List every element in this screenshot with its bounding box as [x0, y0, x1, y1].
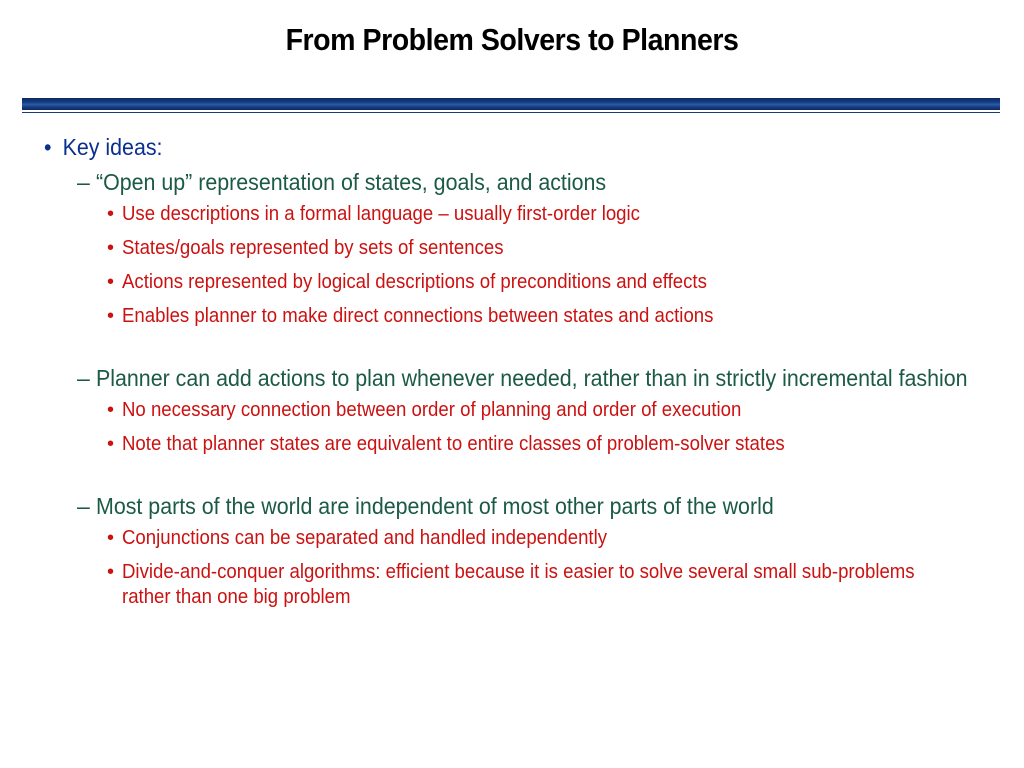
- bullet-marker: •: [107, 203, 115, 225]
- sub-point-text: States/goals represented by sets of sentences: [122, 237, 504, 259]
- sub-point: [107, 270, 984, 295]
- section-heading-text: “Open up” representation of states, goals, and actions: [96, 169, 607, 195]
- section-heading-3: [77, 492, 984, 520]
- sub-point-text: Use descriptions in a formal language – usually first-order logic: [122, 203, 640, 225]
- title-divider: [22, 98, 1000, 110]
- bullet-marker: •: [107, 305, 115, 327]
- bullet-marker: •: [107, 399, 115, 421]
- sub-point-text: Divide-and-conquer algorithms: efficient because it is easier to solve several small sub-problems rather than one big problem: [122, 561, 915, 608]
- sub-point-text: Note that planner states are equivalent to entire classes of problem-solver states: [122, 433, 785, 455]
- section-heading-text: Most parts of the world are independent of most other parts of the world: [96, 493, 774, 519]
- sub-point: [107, 560, 984, 610]
- bullet-marker: •: [107, 237, 115, 259]
- bullet-key-ideas: [44, 132, 918, 162]
- sub-point: [107, 202, 984, 227]
- bullet-marker: •: [107, 433, 115, 455]
- dash-marker: –: [77, 169, 90, 195]
- dash-marker: –: [77, 493, 90, 519]
- bullet-marker: •: [107, 561, 115, 583]
- sub-point-text: No necessary connection between order of planning and order of execution: [122, 399, 742, 421]
- sub-point: [107, 236, 984, 261]
- bullet-marker: •: [44, 134, 52, 160]
- sub-point: [107, 398, 984, 423]
- sub-point-text: Conjunctions can be separated and handled independently: [122, 527, 608, 549]
- section-heading-text: Planner can add actions to plan whenever needed, rather than in strictly incremental fashion: [96, 365, 968, 391]
- sub-point: [107, 304, 984, 329]
- bullet-marker: •: [107, 527, 115, 549]
- sub-point-text: Enables planner to make direct connections between states and actions: [122, 305, 714, 327]
- section-heading-2: [77, 364, 984, 392]
- sub-point-text: Actions represented by logical descriptions of preconditions and effects: [122, 271, 707, 293]
- slide-body: [44, 132, 984, 610]
- dash-marker: –: [77, 365, 90, 391]
- sub-point: [107, 432, 984, 457]
- section-heading-1: [77, 168, 984, 196]
- slide-title: From Problem Solvers to Planners: [285, 22, 739, 57]
- title-divider-thin: [22, 112, 1000, 113]
- bullet-marker: •: [107, 271, 115, 293]
- sub-point: [107, 526, 984, 551]
- key-ideas-label: Key ideas:: [62, 134, 163, 160]
